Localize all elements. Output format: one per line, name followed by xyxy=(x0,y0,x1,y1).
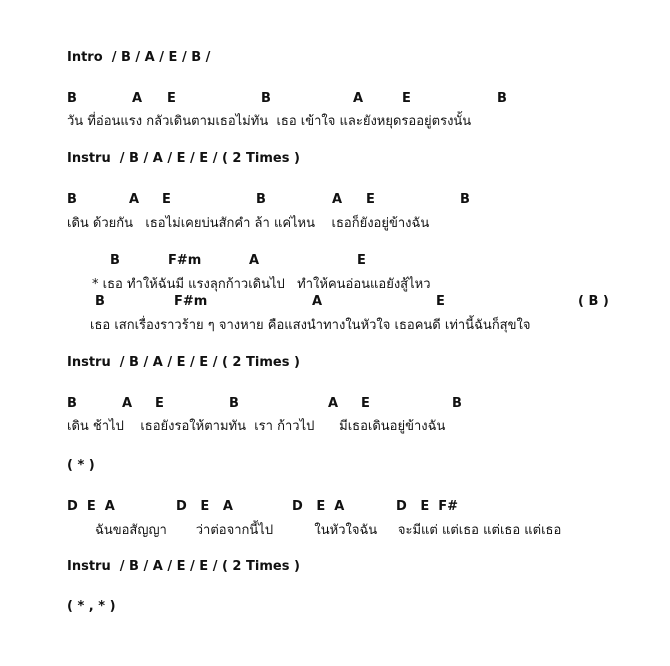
chord: E xyxy=(167,91,176,106)
chord: A xyxy=(132,91,143,106)
chord-group: D E F# xyxy=(396,499,459,514)
chord: B xyxy=(67,91,77,106)
chord: A xyxy=(122,396,133,411)
chord: B xyxy=(452,396,462,411)
chord: E xyxy=(155,396,164,411)
chord: E xyxy=(402,91,411,106)
chorus-lyric-2: เธอ เสกเรื่องราวร้าย ๆ จางหาย คือแสงนำทางในหัวใจ เธอคนดี เท่านี้ฉันก็สุขใจ xyxy=(90,318,531,333)
intro-line: Intro / B / A / E / B / xyxy=(67,50,211,65)
chord: B xyxy=(67,396,77,411)
ending-marker: ( * , * ) xyxy=(67,599,116,614)
chord: B xyxy=(67,192,77,207)
chord-group: D E A xyxy=(67,499,115,514)
bridge-lyric: ฉันขอสัญญา ว่าต่อจากนี้ไป ในหัวใจฉัน จะมีแต่ แต่เธอ แต่เธอ แต่เธอ xyxy=(95,523,562,538)
instru-line: Instru / B / A / E / E / ( 2 Times ) xyxy=(67,151,300,166)
verse2-lyric: เดิน ด้วยกัน เธอไม่เคยบ่นสักคำ ล้า แค่ไหน เธอก็ยังอยู่ข้างฉัน xyxy=(67,216,430,231)
chord: B xyxy=(95,294,105,309)
chord: ( B ) xyxy=(578,294,609,309)
chord: A xyxy=(249,253,260,268)
instru-line: Instru / B / A / E / E / ( 2 Times ) xyxy=(67,355,300,370)
chord-group: D E A xyxy=(176,499,233,514)
verse3-lyric: เดิน ช้าไป เธอยังรอให้ตามทัน เรา ก้าวไป มีเธอเดินอยู่ข้างฉัน xyxy=(67,419,446,434)
chord: F#m xyxy=(168,253,202,268)
chord: B xyxy=(110,253,120,268)
chord: A xyxy=(353,91,364,106)
verse1-lyric: วัน ที่อ่อนแรง กลัวเดินตามเธอไม่ทัน เธอ เข้าใจ และยังหยุดรออยู่ตรงนั้น xyxy=(67,114,472,129)
chord: A xyxy=(312,294,323,309)
chord: B xyxy=(460,192,470,207)
chord: E xyxy=(357,253,366,268)
chord: E xyxy=(361,396,370,411)
chord: E xyxy=(366,192,375,207)
chord: A xyxy=(332,192,343,207)
chord: E xyxy=(436,294,445,309)
chord: B xyxy=(229,396,239,411)
chord: B xyxy=(256,192,266,207)
chord: A xyxy=(328,396,339,411)
chord-group: D E A xyxy=(292,499,345,514)
repeat-chorus-marker: ( * ) xyxy=(67,458,95,473)
chorus-lyric-1: * เธอ ทำให้ฉันมี แรงลุกก้าวเดินไป ทำให้คนอ่อนแอยังสู้ไหว xyxy=(92,277,431,292)
chord: E xyxy=(162,192,171,207)
chord: B xyxy=(261,91,271,106)
chord: F#m xyxy=(174,294,208,309)
chord: A xyxy=(129,192,140,207)
chord: B xyxy=(497,91,507,106)
instru-line: Instru / B / A / E / E / ( 2 Times ) xyxy=(67,559,300,574)
